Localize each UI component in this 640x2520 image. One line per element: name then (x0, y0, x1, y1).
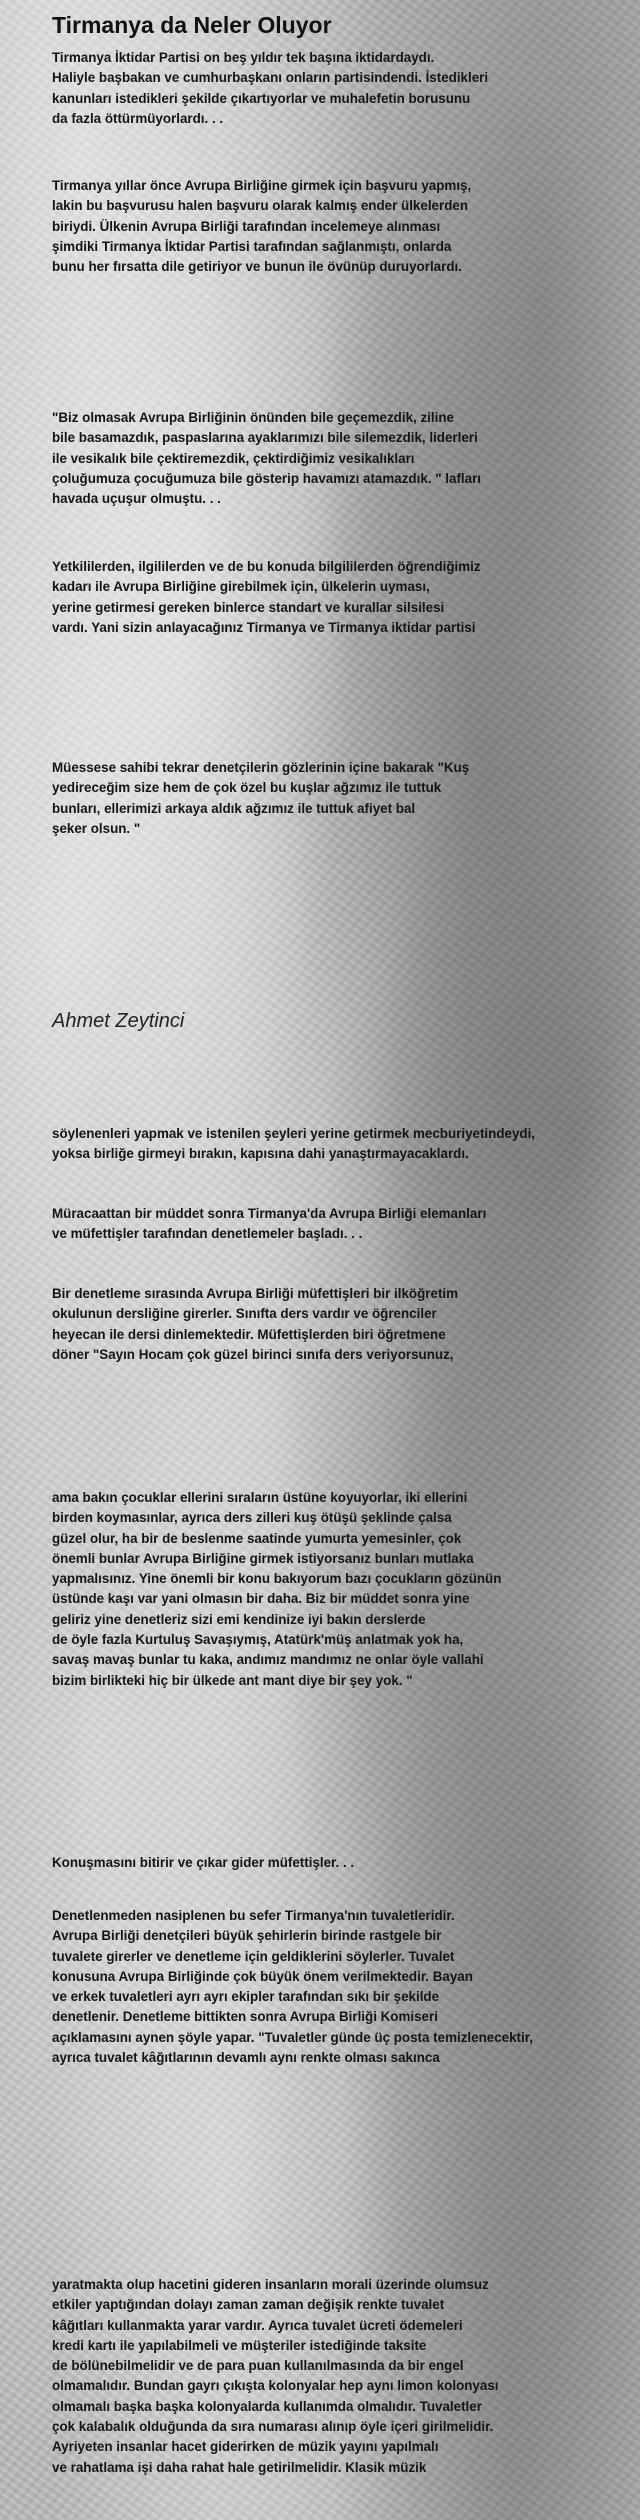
paragraph-inspectors-leave: Konuşmasını bitirir ve çıkar gider müfettişler. . . (52, 1855, 355, 1870)
paragraph-toilet-rules: yaratmakta olup hacetini gideren insanların morali üzerinde olumsuz etkiler yaptığından dolayı zaman zaman değişik renkte tuvalet kâğıtları kullanmakta yarar vardır. Ayrıca tuvalet ücreti ödemeleri kredi kartı ile yapılabilmeli ve müşteriler istediğinde taksite de bölünebilmelidir ve de para puan kullanılmasında da bir engel olmamalıdır. Bundan gayrı çıkışta kolonyalar hep aynı limon kolonyası olmamalı başka başka kolonyalarda kullanımda olmalıdır. Tuvaletler çok kalabalık olduğunda da sıra numarası alınıp öyle içeri girilmelidir. Ayriyeten insanlar hacet giderirken de müzik yayını yapılmalı ve rahatlama işi daha rahat hale getirilmelidir. Klasik müzik (52, 2277, 499, 2475)
author-name: Ahmet Zeytinci (52, 1010, 185, 1032)
paragraph-toilet-inspection: Denetlenmeden nasiplenen bu sefer Tirmanya'nın tuvaletleridir. Avrupa Birliği denetçileri büyük şehirlerin birinde rastgele bir tuvalete girerler ve denetleme için geldiklerini söylerler. Tuvalet konusuna Avrupa Birliğinde çok büyük önem verilmektedir. Bayan ve erkek tuvaletleri ayrı ayrı ekipler tarafından sıkı bir şekilde denetlenir. Denetleme bittikten sonra Avrupa Birliği Komiseri açıklamasını aynen şöyle yapar. "Tuvaletler günde üç posta temizlenecektir, ayrıca tuvalet kâğıtlarının devamlı aynı renkte olması sakınca (52, 1908, 533, 2066)
paragraph-bird-offer: Müessese sahibi tekrar denetçilerin gözlerinin içine bakarak "Kuş yedireceğim size hem de çok özel bu kuşlar ağzımız ile tuttuk bunları, ellerimizi arkaya aldık ağzımız ile tuttuk afiyet bal şeker olsun. " (52, 760, 470, 836)
paragraph-eu-application: Tirmanya yıllar önce Avrupa Birliğine girmek için başvuru yapmış, lakin bu başvurusu halen başvuru olarak kalmış ender ülkelerden biriydi. Ülkenin Avrupa Birliği tarafından incelemeye alınması şimdiki Tirmanya İktidar Partisi tarafından sağlanmıştı, onlarda bunu her fırsatta dile getiriyor ve bunun ile övünüp duruyorlardı. (52, 178, 472, 275)
paragraph-standards: Yetkililerden, ilgililerden ve de bu konuda bilgililerden öğrendiğimiz kadarı ile Avrupa Birliğine girebilmek için, ülkelerin uyması, yerine getirmesi gereken binlerce standart ve kurallar silsilesi vardı. Yani sizin anlayacağınız Tirmanya ve Tirmanya iktidar partisi (52, 559, 481, 635)
paragraph-obligations: söylenenleri yapmak ve istenilen şeyleri yerine getirmek mecburiyetindeydi, yoksa birliğe girmeyi bırakın, kapısına dahi yanaştırmayacaklardı. (52, 1126, 536, 1162)
paragraph-intro: Tirmanya İktidar Partisi on beş yıldır tek başına iktidardaydı. Haliyle başbakan ve cumhurbaşkanı onların partisindendi. İstedikleri kanunları istedikleri şekilde çıkartıyorlar ve muhalefetin borusunu da fazla öttürmüyorlardı. . . (52, 50, 489, 126)
paragraph-inspections-begin: Müracaattan bir müddet sonra Tirmanya'da Avrupa Birliği elemanları ve müfettişler tarafından denetlemeler başladı. . . (52, 1206, 487, 1242)
page-title: Tirmanya da Neler Oluyor (52, 12, 332, 38)
paragraph-party-quote: "Biz olmasak Avrupa Birliğinin önünden bile geçemezdik, ziline bile basamazdık, paspaslarına ayaklarımızı bile silemezdik, liderleri ile vesikalık bile çektiremezdik, çektirdiğimiz vesikalıkları çoluğumuza çocuğumuza bile gösterip havamızı atamazdık. " lafları havada uçuşur olmuştu. . . (52, 410, 481, 507)
paragraph-teacher-instructions: ama bakın çocuklar ellerini sıraların üstüne koyuyorlar, iki ellerini birden koymasınlar, ayrıca ders zilleri kuş ötüşü şeklinde çalsa güzel olur, ha bir de beslenme saatinde yumurta yemesinler, çok önemli bunlar Avrupa Birliğine girmek istiyorsanız bunları mutlaka yapmalısınız. Yine önemli bir konu bakıyorum bazı çocukların gözünün üstünde kaşı var yani olmasın bir daha. Biz bir müddet sonra yine geliriz yine denetleriz sizi emi kendinize iyi bakın derslerde de öyle fazla Kurtuluş Savaşıymış, Atatürk'müş anlatmak yok ha, savaş mavaş bunlar tu kaka, andımız mandımız ne onlar öyle vallahi bizim birlikteki hiç bir ülkede ant mant diye bir şey yok. " (52, 1490, 502, 1688)
paragraph-school-inspection: Bir denetleme sırasında Avrupa Birliği müfettişleri bir ilköğretim okulunun dersliğine girerler. Sınıfta ders vardır ve öğrenciler heyecan ile dersi dinlemektedir. Müfettişlerden biri öğretmene döner "Sayın Hocam çok güzel birinci sınıfa ders veriyorsunuz, (52, 1286, 459, 1362)
